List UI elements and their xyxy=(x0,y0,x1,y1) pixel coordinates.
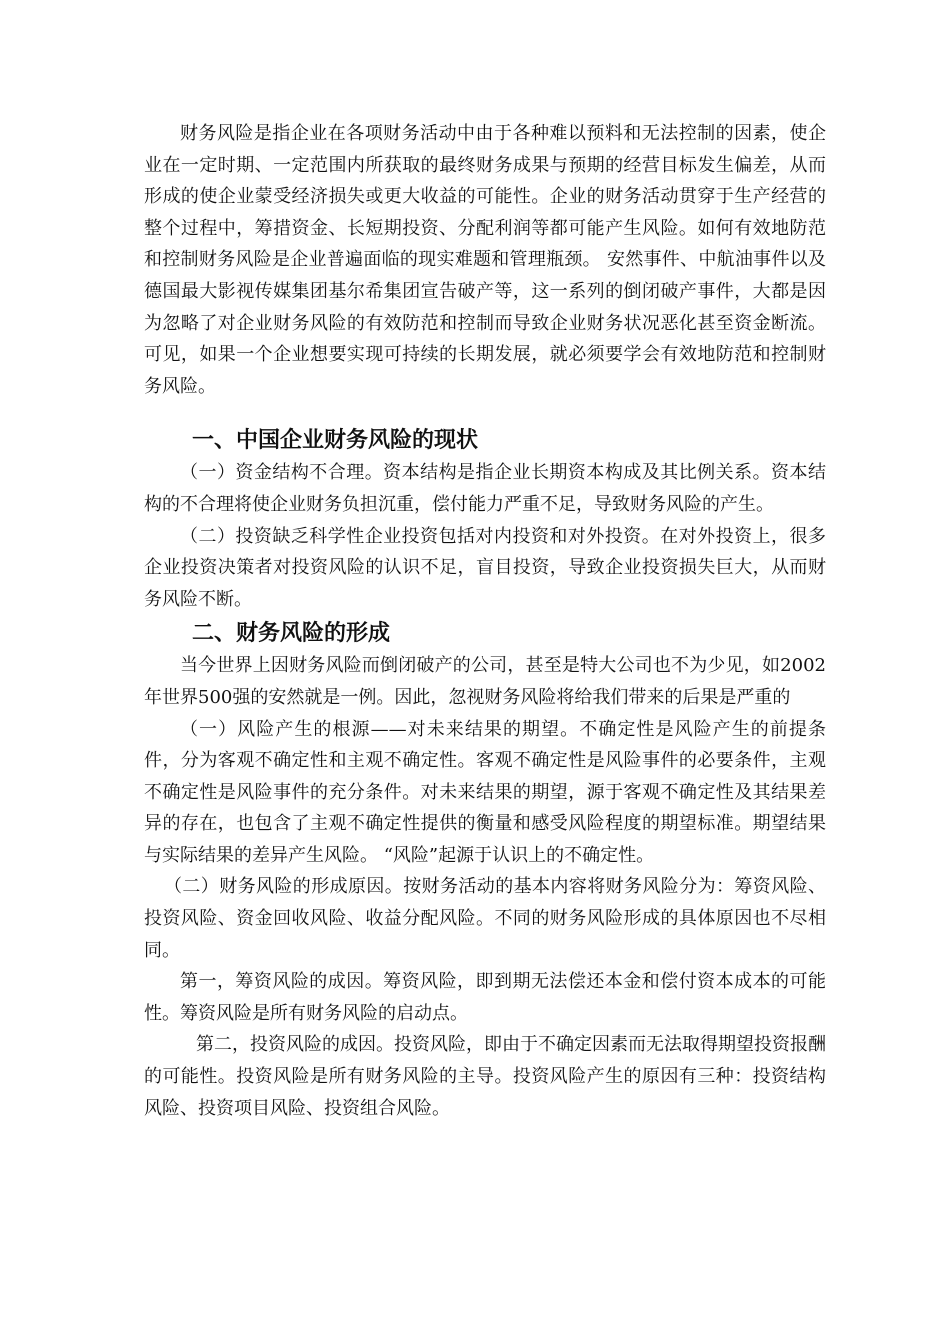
paragraph-risk-root: （一）风险产生的根源——对未来结果的期望。不确定性是风险产生的前提条件，分为客观不确定性和主观不确定性。客观不确定性是风险事件的必要条件，主观不确定性是风险事件的充分条件。对未来结果的期望，源于客观不确定性及其结果差异的存在，也包含了主观不确定性提供的衡量和感受风险程度的期望标准。期望结果与实际结果的差异产生风险。 “风险”起源于认识上的不确定性。 xyxy=(144,718,826,866)
paragraph-bankruptcy: 当今世界上因财务风险而倒闭破产的公司，甚至是特大公司也不为少见，如2002年世界500强的安然就是一例。因此，忽视财务风险将给我们带来的后果是严重的 xyxy=(144,655,826,708)
section-heading-risk-formation: 二、财务风险的形成 xyxy=(192,621,391,647)
paragraph-capital-structure: （一）资金结构不合理。资本结构是指企业长期资本构成及其比例关系。资本结构的不合理将使企业财务负担沉重，偿付能力严重不足，导致财务风险的产生。 xyxy=(144,462,826,515)
section-heading-current-status: 一、中国企业财务风险的现状 xyxy=(192,428,479,454)
intro-paragraph: 财务风险是指企业在各项财务活动中由于各种难以预料和无法控制的因素，使企业在一定时期、一定范围内所获取的最终财务成果与预期的经营目标发生偏差，从而形成的使企业蒙受经济损失或更大收益的可能性。企业的财务活动贯穿于生产经营的整个过程中，筹措资金、长短期投资、分配利润等都可能产生风险。如何有效地防范和控制财务风险是企业普遍面临的现实难题和管理瓶颈。 安然事件、中航油事件以及德国最大影视传媒集团基尔希集团宣告破产等，这一系列的倒闭破产事件，大都是因为忽略了对企业财务风险的有效防范和控制而导致企业财务状况恶化甚至资金断流。可见，如果一个企业想要实现可持续的长期发展，就必须要学会有效地防范和控制财务风险。 xyxy=(144,123,826,397)
paragraph-risk-causes: （二）财务风险的形成原因。按财务活动的基本内容将财务风险分为：筹资风险、投资风险、资金回收风险、收益分配风险。不同的财务风险形成的具体原因也不尽相同。 xyxy=(144,876,826,961)
paragraph-investment: （二）投资缺乏科学性企业投资包括对内投资和对外投资。在对外投资上，很多企业投资决策者对投资风险的认识不足，盲目投资，导致企业投资损失巨大，从而财务风险不断。 xyxy=(144,525,826,610)
paragraph-investment-risk: 第二，投资风险的成因。投资风险，即由于不确定因素而无法取得期望投资报酬的可能性。投资风险是所有财务风险的主导。投资风险产生的原因有三种：投资结构风险、投资项目风险、投资组合风险。 xyxy=(144,1034,826,1119)
paragraph-financing-risk: 第一，筹资风险的成因。筹资风险，即到期无法偿还本金和偿付资本成本的可能性。筹资风险是所有财务风险的启动点。 xyxy=(144,971,826,1024)
document-page xyxy=(144,118,826,1124)
